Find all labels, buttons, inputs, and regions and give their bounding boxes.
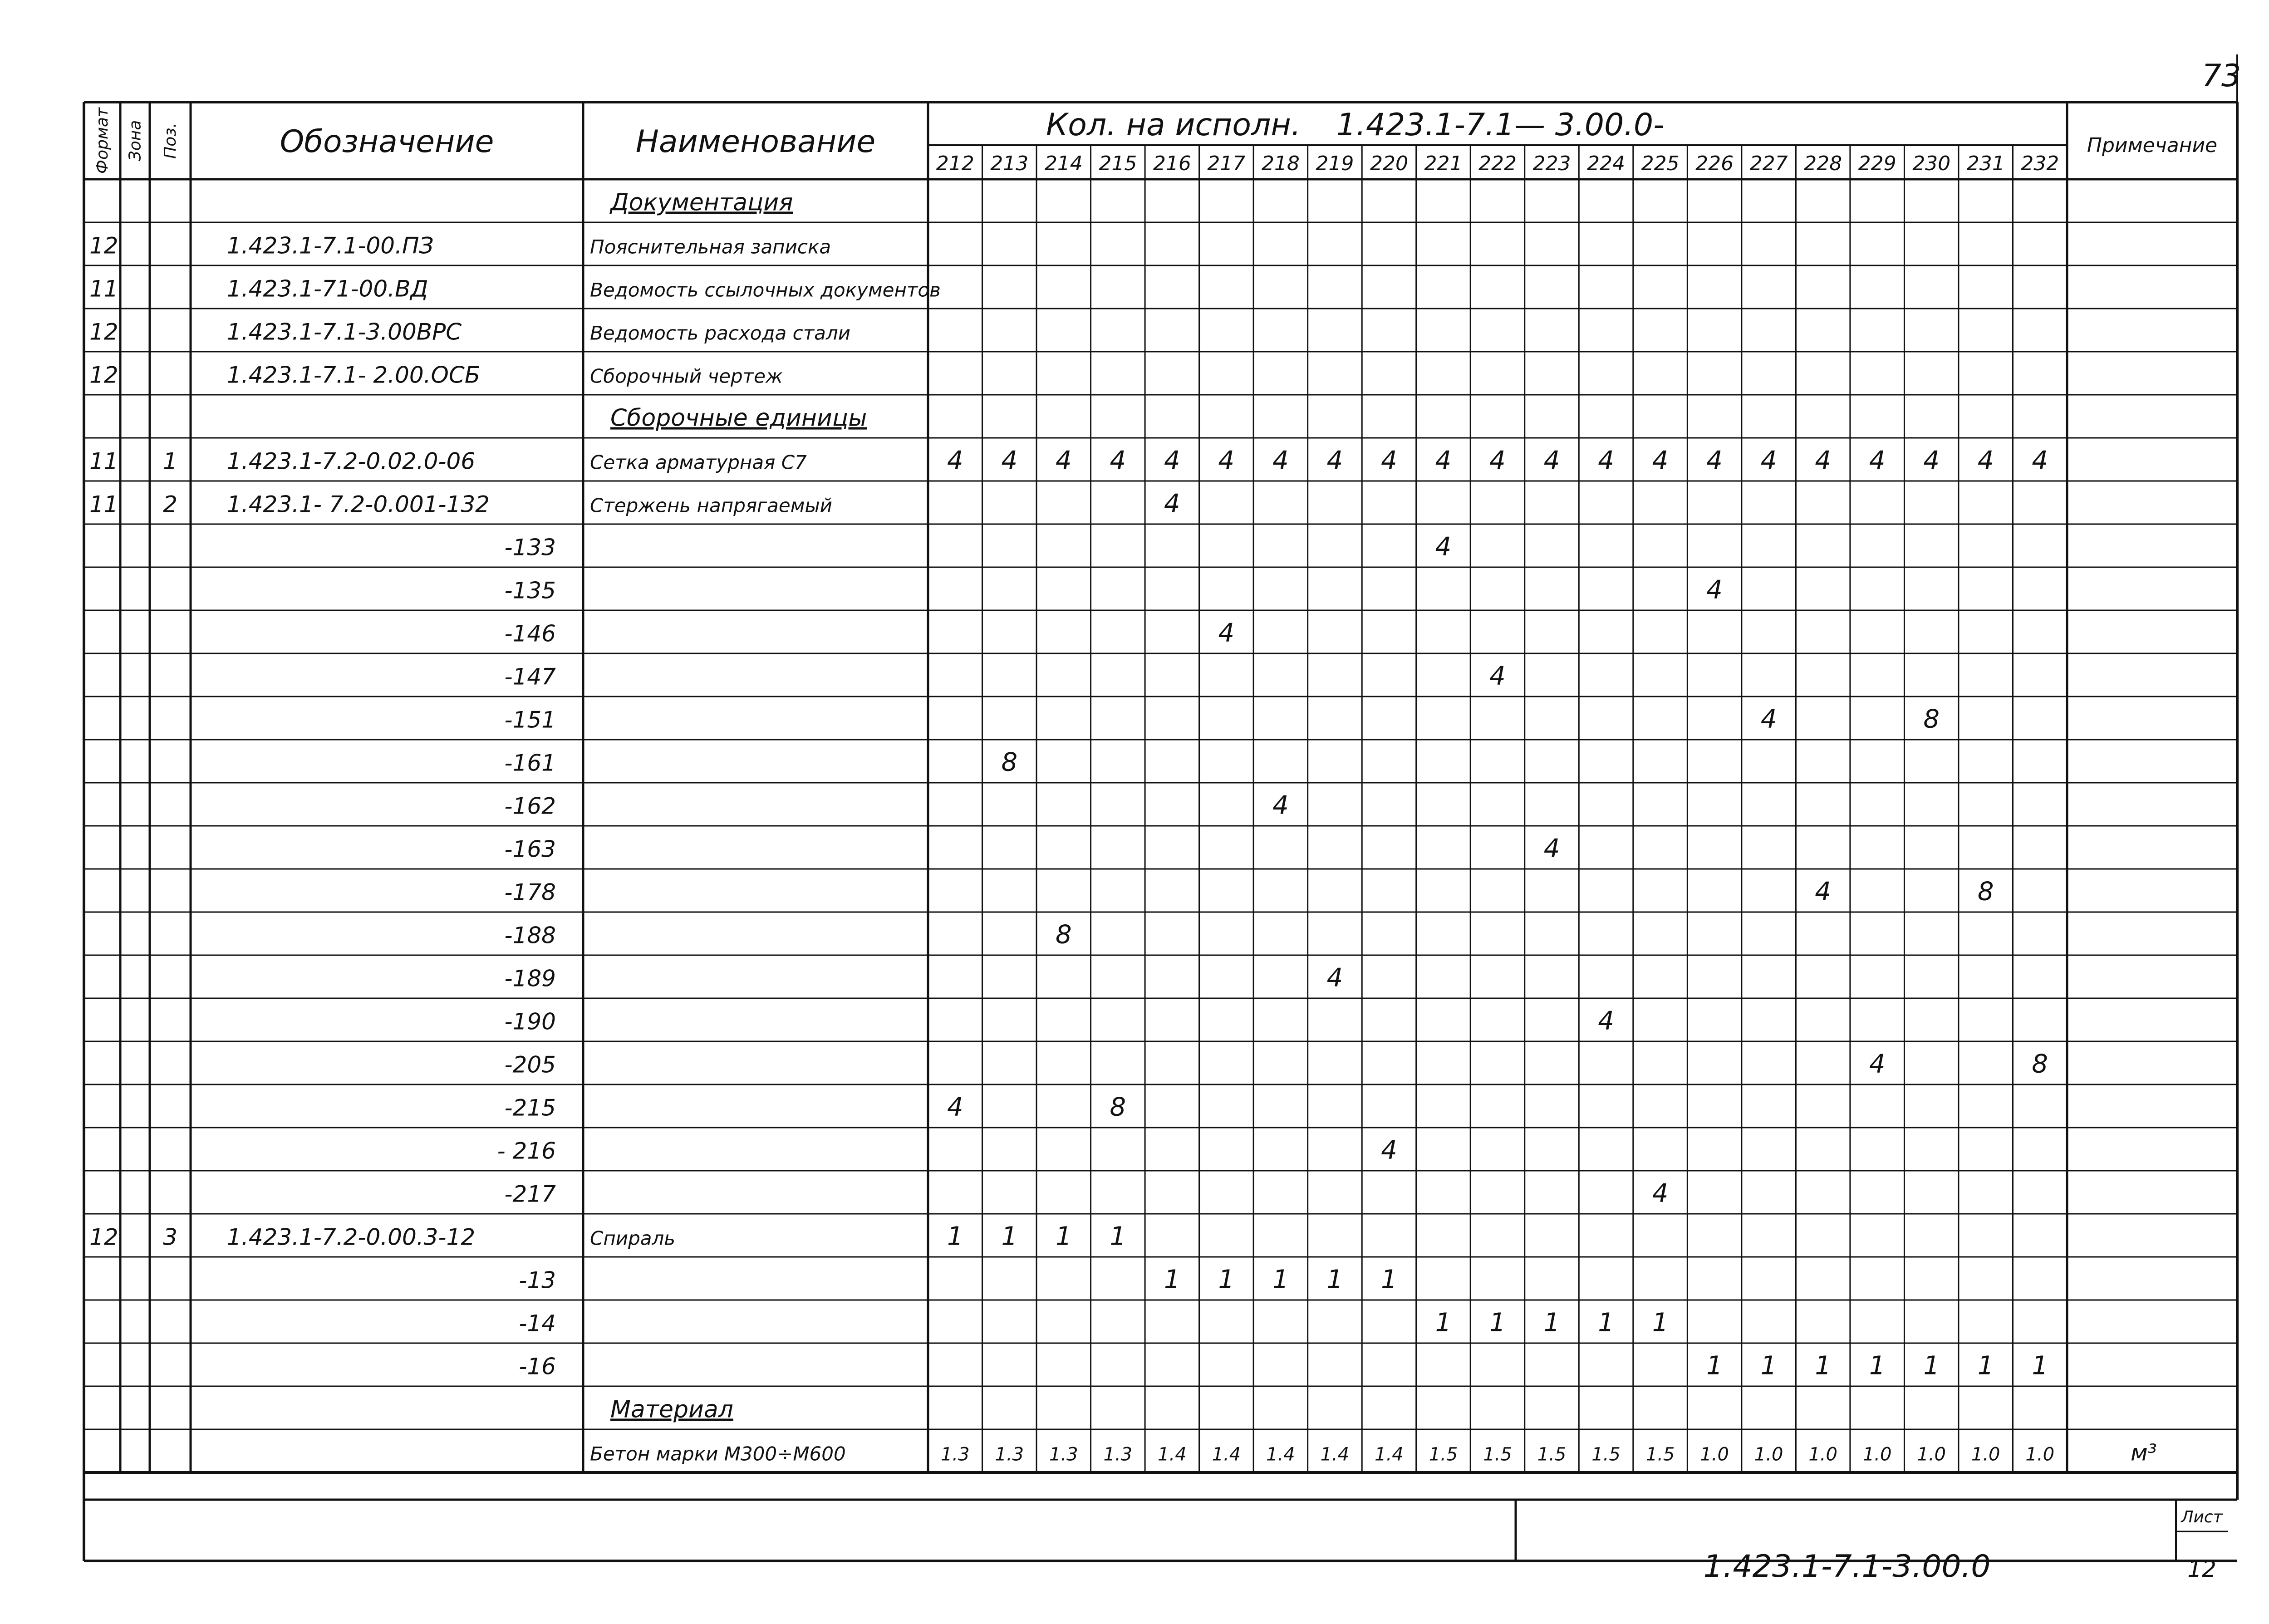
qty-cell-220: 1 bbox=[1381, 1265, 1397, 1295]
format-cell: 12 bbox=[89, 319, 118, 345]
qty-cell-215: 8 bbox=[1110, 1092, 1126, 1122]
qty-cell-217: 4 bbox=[1218, 446, 1235, 476]
designation-cell: -163 bbox=[504, 836, 556, 863]
designation-cell: 1.423.1-7.1-3.00ВРС bbox=[227, 319, 462, 345]
designation-cell: -190 bbox=[504, 1008, 556, 1035]
position-cell: 2 bbox=[163, 491, 177, 518]
designation-cell: -135 bbox=[504, 577, 556, 604]
section-title: Документация bbox=[610, 189, 793, 216]
variant-number-232: 232 bbox=[2021, 152, 2059, 175]
qty-cell-230: 4 bbox=[1923, 446, 1940, 476]
variant-number-214: 214 bbox=[1044, 152, 1083, 175]
qty-cell-229: 1 bbox=[1869, 1351, 1886, 1381]
qty-cell-231: 4 bbox=[1977, 446, 1994, 476]
name-cell: Ведомость расхода стали bbox=[590, 322, 851, 344]
qty-cell-214: 8 bbox=[1055, 920, 1072, 950]
qty-cell-221: 1.5 bbox=[1429, 1444, 1458, 1465]
variant-number-216: 216 bbox=[1153, 152, 1191, 175]
qty-cell-225: 1.5 bbox=[1645, 1444, 1675, 1465]
designation-cell: -215 bbox=[504, 1094, 556, 1121]
qty-cell-218: 4 bbox=[1272, 446, 1289, 476]
qty-cell-229: 4 bbox=[1869, 446, 1886, 476]
variant-number-224: 224 bbox=[1587, 152, 1626, 175]
qty-cell-225: 1 bbox=[1652, 1308, 1669, 1338]
qty-cell-227: 4 bbox=[1760, 446, 1777, 476]
zone-column-header: Зона bbox=[126, 120, 145, 162]
qty-cell-224: 1 bbox=[1598, 1308, 1614, 1338]
quantity-header-title: Кол. на исполн. bbox=[1046, 107, 1301, 143]
qty-cell-220: 4 bbox=[1381, 1135, 1397, 1165]
qty-cell-218: 1 bbox=[1272, 1265, 1289, 1295]
designation-cell: -16 bbox=[519, 1353, 556, 1380]
qty-cell-231: 1 bbox=[1977, 1351, 1994, 1381]
page-number: 73 bbox=[2201, 58, 2241, 94]
name-cell: Сетка арматурная С7 bbox=[590, 451, 807, 474]
designation-cell: -133 bbox=[504, 534, 556, 561]
variant-number-212: 212 bbox=[936, 152, 974, 175]
qty-cell-215: 1.3 bbox=[1103, 1444, 1133, 1465]
qty-cell-214: 1 bbox=[1055, 1222, 1072, 1251]
pos-column-header: Поз. bbox=[161, 123, 180, 159]
qty-cell-212: 1 bbox=[947, 1222, 963, 1251]
qty-cell-221: 4 bbox=[1435, 532, 1452, 562]
qty-cell-216: 4 bbox=[1164, 489, 1180, 519]
qty-cell-220: 4 bbox=[1381, 446, 1397, 476]
format-cell: 11 bbox=[89, 491, 118, 518]
qty-cell-212: 1.3 bbox=[940, 1444, 970, 1465]
qty-cell-222: 1.5 bbox=[1483, 1444, 1512, 1465]
variant-number-221: 221 bbox=[1424, 152, 1463, 175]
variant-number-219: 219 bbox=[1316, 152, 1354, 175]
qty-cell-230: 8 bbox=[1923, 704, 1940, 734]
section-title: Материал bbox=[610, 1396, 733, 1423]
quantity-header-code: 1.423.1-7.1— 3.00.0- bbox=[1336, 107, 1665, 143]
qty-cell-214: 4 bbox=[1055, 446, 1072, 476]
qty-cell-217: 1.4 bbox=[1212, 1444, 1241, 1465]
section-title: Сборочные единицы bbox=[610, 404, 867, 432]
document-code: 1.423.1-7.1-3.00.0 bbox=[1703, 1549, 1991, 1585]
variant-number-230: 230 bbox=[1912, 152, 1951, 175]
qty-cell-213: 1.3 bbox=[995, 1444, 1024, 1465]
format-cell: 12 bbox=[89, 1224, 118, 1251]
qty-cell-229: 4 bbox=[1869, 1049, 1886, 1079]
designation-cell: - 216 bbox=[497, 1138, 556, 1164]
designation-cell: -147 bbox=[504, 663, 556, 690]
qty-cell-228: 4 bbox=[1815, 877, 1831, 907]
qty-cell-222: 4 bbox=[1489, 446, 1506, 476]
designation-cell: -188 bbox=[504, 922, 556, 949]
qty-cell-219: 1 bbox=[1326, 1265, 1343, 1295]
qty-cell-217: 4 bbox=[1218, 618, 1235, 648]
qty-cell-223: 4 bbox=[1543, 834, 1560, 864]
qty-cell-212: 4 bbox=[947, 1092, 963, 1122]
format-cell: 11 bbox=[89, 275, 118, 302]
qty-cell-226: 1 bbox=[1706, 1351, 1723, 1381]
designation-cell: 1.423.1- 7.2-0.001-132 bbox=[227, 491, 490, 518]
qty-cell-215: 1 bbox=[1110, 1222, 1126, 1251]
variant-number-229: 229 bbox=[1858, 152, 1896, 175]
designation-cell: 1.423.1-7.2-0.02.0-06 bbox=[227, 448, 476, 475]
designation-cell: -162 bbox=[504, 793, 556, 819]
qty-cell-228: 4 bbox=[1815, 446, 1831, 476]
qty-cell-224: 4 bbox=[1598, 1006, 1614, 1036]
qty-cell-228: 1.0 bbox=[1808, 1444, 1837, 1465]
variant-number-226: 226 bbox=[1695, 152, 1734, 175]
designation-cell: 1.423.1-7.1-00.ПЗ bbox=[227, 232, 434, 259]
variant-number-213: 213 bbox=[990, 152, 1029, 175]
designation-cell: -14 bbox=[519, 1310, 556, 1337]
qty-cell-213: 1 bbox=[1001, 1222, 1018, 1251]
designation-cell: -13 bbox=[519, 1267, 556, 1294]
qty-cell-225: 4 bbox=[1652, 446, 1669, 476]
name-cell: Стержень напрягаемый bbox=[590, 494, 832, 517]
qty-cell-224: 4 bbox=[1598, 446, 1614, 476]
qty-cell-217: 1 bbox=[1218, 1265, 1235, 1295]
designation-cell: -205 bbox=[504, 1051, 556, 1078]
qty-cell-221: 4 bbox=[1435, 446, 1452, 476]
designation-cell: -189 bbox=[504, 965, 556, 992]
variant-number-222: 222 bbox=[1478, 152, 1517, 175]
variant-number-225: 225 bbox=[1641, 152, 1680, 175]
qty-cell-232: 4 bbox=[2032, 446, 2048, 476]
variant-number-231: 231 bbox=[1966, 152, 2005, 175]
sheet-number: 12 bbox=[2187, 1556, 2216, 1582]
variant-number-217: 217 bbox=[1207, 152, 1246, 175]
designation-cell: 1.423.1-7.2-0.00.3-12 bbox=[227, 1224, 476, 1251]
designation-cell: -161 bbox=[504, 750, 556, 776]
designation-cell: -151 bbox=[504, 707, 556, 733]
qty-cell-218: 1.4 bbox=[1266, 1444, 1295, 1465]
qty-cell-213: 8 bbox=[1001, 747, 1018, 777]
position-cell: 1 bbox=[163, 448, 177, 475]
qty-cell-216: 1.4 bbox=[1158, 1444, 1187, 1465]
variant-number-218: 218 bbox=[1261, 152, 1300, 175]
qty-cell-226: 4 bbox=[1706, 575, 1723, 605]
designation-cell: -217 bbox=[504, 1181, 556, 1207]
variant-number-223: 223 bbox=[1532, 152, 1571, 175]
name-column-header: Наименование bbox=[635, 124, 876, 160]
qty-cell-223: 4 bbox=[1543, 446, 1560, 476]
variant-number-220: 220 bbox=[1370, 152, 1408, 175]
name-cell: Ведомость ссылочных документов bbox=[590, 279, 941, 301]
designation-cell: -178 bbox=[504, 879, 556, 906]
sheet-label: Лист bbox=[2181, 1508, 2223, 1526]
qty-cell-232: 1 bbox=[2032, 1351, 2048, 1381]
format-cell: 12 bbox=[89, 362, 118, 388]
qty-cell-222: 1 bbox=[1489, 1308, 1506, 1338]
table-texts bbox=[89, 58, 2241, 1585]
note-cell: м³ bbox=[2131, 1439, 2157, 1466]
qty-cell-225: 4 bbox=[1652, 1178, 1669, 1208]
variant-number-215: 215 bbox=[1099, 152, 1137, 175]
variant-number-227: 227 bbox=[1749, 152, 1788, 175]
qty-cell-229: 1.0 bbox=[1862, 1444, 1892, 1465]
qty-cell-230: 1 bbox=[1923, 1351, 1940, 1381]
qty-cell-223: 1 bbox=[1543, 1308, 1560, 1338]
designation-cell: -146 bbox=[504, 620, 556, 647]
qty-cell-212: 4 bbox=[947, 446, 963, 476]
qty-cell-230: 1.0 bbox=[1917, 1444, 1946, 1465]
qty-cell-231: 1.0 bbox=[1971, 1444, 2000, 1465]
qty-cell-232: 8 bbox=[2032, 1049, 2048, 1079]
designation-cell: 1.423.1-7.1- 2.00.ОСБ bbox=[227, 362, 481, 388]
qty-cell-218: 4 bbox=[1272, 790, 1289, 820]
qty-cell-231: 8 bbox=[1977, 877, 1994, 907]
format-cell: 11 bbox=[89, 448, 118, 475]
qty-cell-228: 1 bbox=[1815, 1351, 1831, 1381]
format-column-header: Формат bbox=[93, 107, 112, 174]
qty-cell-222: 4 bbox=[1489, 661, 1506, 691]
qty-cell-227: 4 bbox=[1760, 704, 1777, 734]
qty-cell-220: 1.4 bbox=[1375, 1444, 1404, 1465]
name-cell: Спираль bbox=[590, 1227, 676, 1250]
qty-cell-219: 4 bbox=[1326, 963, 1343, 993]
name-cell: Пояснительная записка bbox=[590, 236, 831, 258]
qty-cell-223: 1.5 bbox=[1537, 1444, 1567, 1465]
qty-cell-216: 4 bbox=[1164, 446, 1180, 476]
variant-number-228: 228 bbox=[1804, 152, 1842, 175]
qty-cell-232: 1.0 bbox=[2025, 1444, 2055, 1465]
qty-cell-214: 1.3 bbox=[1049, 1444, 1078, 1465]
qty-cell-219: 4 bbox=[1326, 446, 1343, 476]
qty-cell-226: 1.0 bbox=[1700, 1444, 1729, 1465]
designation-column-header: Обозначение bbox=[280, 124, 494, 160]
qty-cell-213: 4 bbox=[1001, 446, 1018, 476]
qty-cell-226: 4 bbox=[1706, 446, 1723, 476]
qty-cell-215: 4 bbox=[1110, 446, 1126, 476]
qty-cell-227: 1 bbox=[1760, 1351, 1777, 1381]
qty-cell-227: 1.0 bbox=[1754, 1444, 1783, 1465]
name-cell: Сборочный чертеж bbox=[590, 365, 783, 388]
qty-cell-224: 1.5 bbox=[1591, 1444, 1621, 1465]
note-column-header: Примечание bbox=[2087, 134, 2218, 157]
qty-cell-219: 1.4 bbox=[1320, 1444, 1350, 1465]
name-cell: Бетон марки М300÷М600 bbox=[590, 1442, 846, 1465]
designation-cell: 1.423.1-71-00.ВД bbox=[227, 275, 428, 302]
format-cell: 12 bbox=[89, 232, 118, 259]
qty-cell-221: 1 bbox=[1435, 1308, 1452, 1338]
position-cell: 3 bbox=[163, 1224, 177, 1251]
qty-cell-216: 1 bbox=[1164, 1265, 1180, 1295]
